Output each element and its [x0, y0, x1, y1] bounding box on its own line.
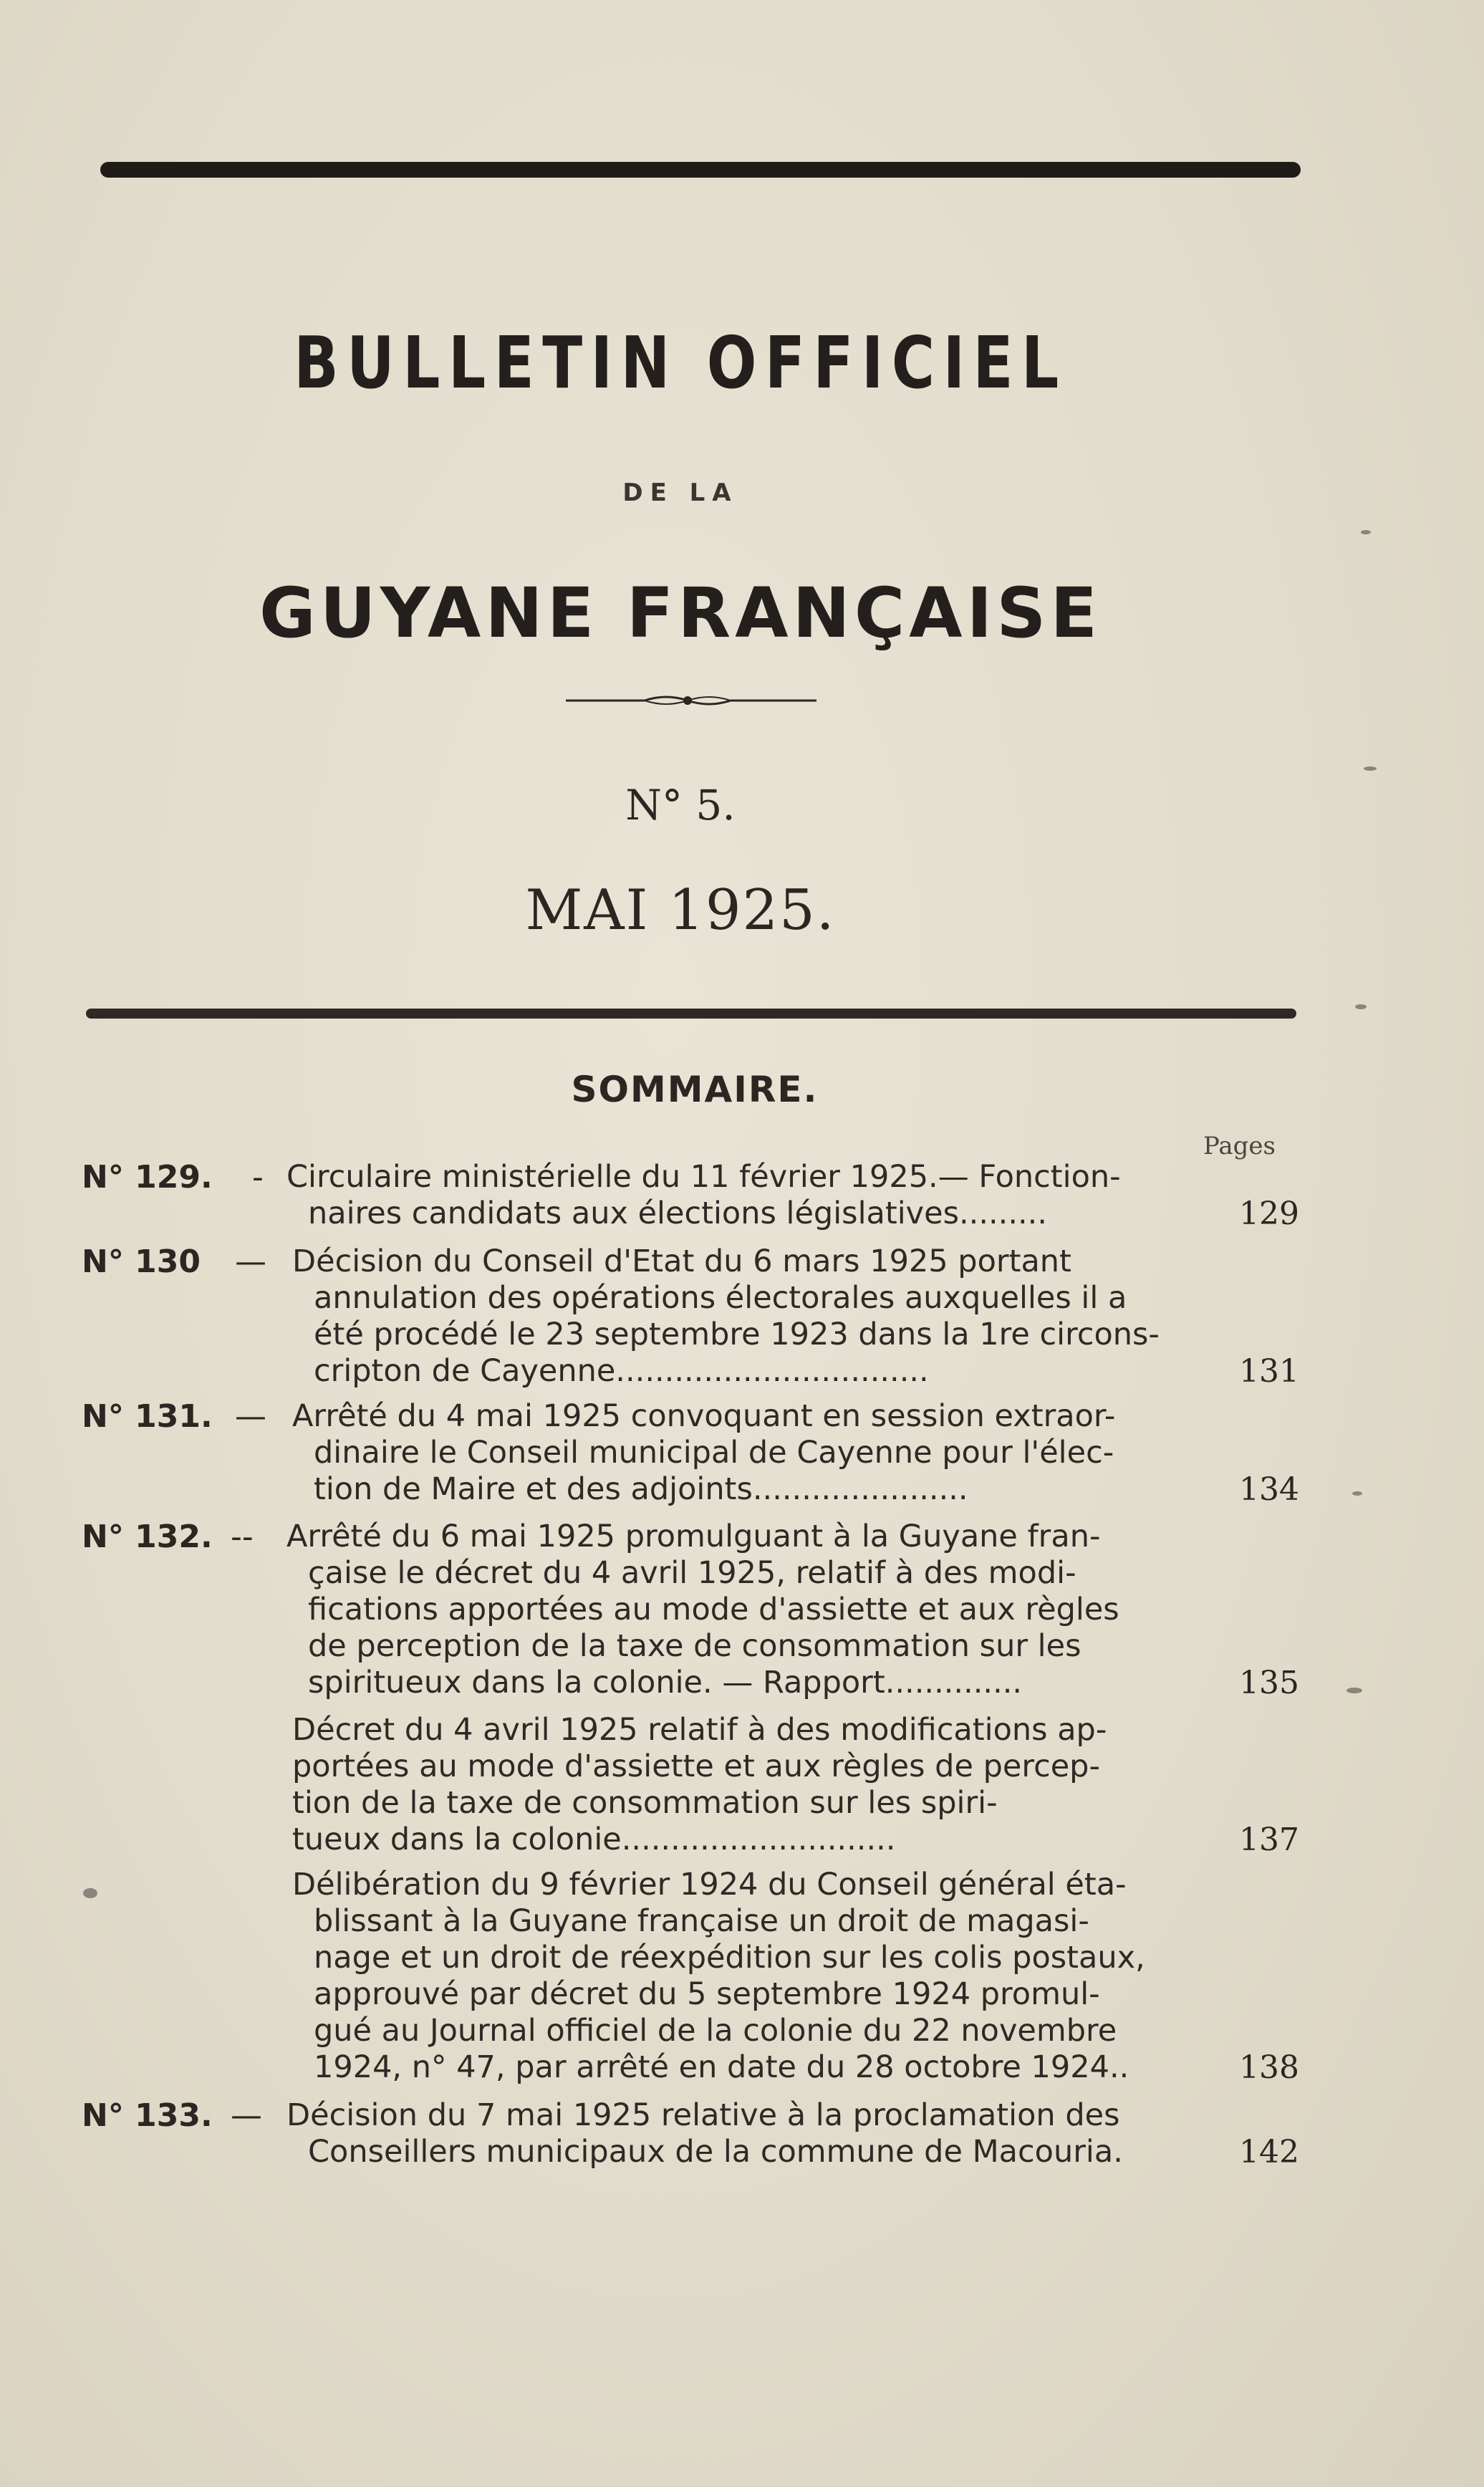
entry-line: Arrêté du 6 mai 1925 promulguant à la Guyane fran-: [286, 1519, 1101, 1554]
entry-number: N° 133.: [82, 2097, 213, 2134]
bulletin-title: BULLETIN OFFICIEL: [294, 321, 1067, 405]
entry-page: 129: [1239, 1196, 1299, 1232]
entry-line: tion de la taxe de consommation sur les spiri-: [292, 1785, 998, 1821]
entry-text: [286, 2097, 1225, 2170]
entry-line: fications apportées au mode d'assiette et aux règles: [308, 1592, 1119, 1627]
entry-text: [292, 1398, 1230, 1508]
entry-line: portées au mode d'assiette et aux règles de percep-: [292, 1748, 1100, 1784]
scan-speck: [1352, 1491, 1362, 1496]
middle-rule: [86, 1009, 1296, 1019]
issue-number: N° 5.: [625, 781, 736, 829]
entry-line: spiritueux dans la colonie. — Rapport..............: [308, 1665, 1023, 1701]
entry-dash: —: [235, 1244, 266, 1280]
entry-line: dinaire le Conseil municipal de Cayenne pour l'élec-: [314, 1435, 1114, 1471]
entry-line: Circulaire ministérielle du 11 février 1925.— Fonction-: [286, 1159, 1121, 1195]
scan-speck: [83, 1888, 97, 1898]
ornament-divider: [566, 692, 816, 709]
entry-line: de perception de la taxe de consommation sur les: [308, 1628, 1081, 1664]
entry-line: blissant à la Guyane française un droit de magasi-: [314, 1903, 1089, 1939]
entry-dash: —: [231, 2097, 262, 2134]
entry-line: Décision du Conseil d'Etat du 6 mars 1925 portant: [292, 1244, 1071, 1279]
entry-line: naires candidats aux élections législatives.........: [308, 1196, 1047, 1231]
entry-line: annulation des opérations électorales auxquelles il a: [314, 1280, 1127, 1316]
entry-text: [292, 1712, 1230, 1858]
entry-number: N° 131.: [82, 1398, 213, 1435]
entry-line: Décision du 7 mai 1925 relative à la proclamation des: [286, 2097, 1120, 2133]
entry-number: N° 129.: [82, 1159, 213, 1196]
entry-page: 131: [1239, 1353, 1299, 1390]
entry-line: Arrêté du 4 mai 1925 convoquant en session extraor-: [292, 1398, 1116, 1434]
entry-page: 134: [1239, 1471, 1299, 1508]
entry-line: tueux dans la colonie............................: [292, 1822, 896, 1857]
scan-speck: [1355, 1004, 1367, 1009]
entry-line: été procédé le 23 septembre 1923 dans la 1re circons-: [314, 1317, 1160, 1352]
entry-dash: -: [252, 1159, 264, 1196]
entry-line: çaise le décret du 4 avril 1925, relatif à des modi-: [308, 1555, 1076, 1591]
entry-page: 137: [1239, 1822, 1299, 1858]
entry-line: Délibération du 9 février 1924 du Conseil général éta-: [292, 1867, 1127, 1902]
entry-line: nage et un droit de réexpédition sur les colis postaux,: [314, 1940, 1145, 1976]
entry-page: 138: [1239, 2049, 1299, 2086]
entry-line: Conseillers municipaux de la commune de Macouria.: [308, 2134, 1123, 2170]
entry-number: N° 132.: [82, 1519, 213, 1555]
scan-speck: [1361, 530, 1371, 534]
entry-line: 1924, n° 47, par arrêté en date du 28 octobre 1924..: [314, 2049, 1129, 2085]
entry-page: 142: [1239, 2134, 1299, 2170]
pages-column-label: Pages: [1203, 1132, 1276, 1160]
entry-line: gué au Journal officiel de la colonie du 22 novembre: [314, 2013, 1117, 2049]
entry-line: Décret du 4 avril 1925 relatif à des modifications ap-: [292, 1712, 1107, 1748]
issue-date: MAI 1925.: [525, 878, 836, 943]
entry-page: 135: [1239, 1665, 1299, 1701]
top-rule: [100, 162, 1301, 178]
sommaire-heading: SOMMAIRE.: [571, 1069, 819, 1110]
scan-speck: [1364, 766, 1377, 771]
entry-line: tion de Maire et des adjoints......................: [314, 1471, 968, 1507]
entry-dash: —: [235, 1398, 266, 1435]
entry-line: cripton de Cayenne................................: [314, 1353, 929, 1389]
entry-dash: --: [231, 1519, 254, 1555]
scan-speck: [1346, 1688, 1362, 1693]
colony-title: GUYANE FRANÇAISE: [259, 573, 1102, 653]
entry-line: approuvé par décret du 5 septembre 1924 promul-: [314, 1976, 1100, 2012]
entry-text: [292, 1867, 1230, 2086]
title-connector: DE LA: [622, 478, 738, 507]
entry-text: [286, 1519, 1225, 1701]
entry-text: [286, 1159, 1225, 1232]
entry-text: [292, 1244, 1230, 1390]
entry-number: N° 130: [82, 1244, 201, 1280]
